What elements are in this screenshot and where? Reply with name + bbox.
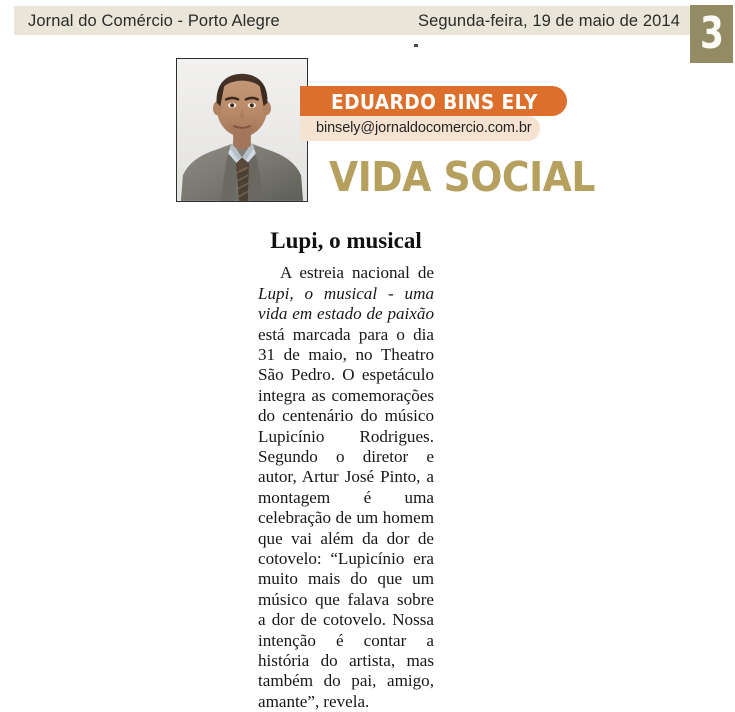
columnist-name-label: EDUARDO BINS ELY: [331, 90, 538, 114]
article-body: [258, 263, 434, 712]
article: [258, 228, 434, 712]
scan-artifact-speck: [414, 44, 418, 47]
columnist-name-banner: [300, 86, 567, 116]
article-body-italic-title: Lupi, o musical - uma vida em estado de paixão: [258, 283, 434, 324]
columnist-portrait-frame: [176, 58, 308, 202]
columnist-email-label[interactable]: binsely@jornaldocomercio.com.br: [316, 120, 532, 136]
page-number-badge: [690, 5, 733, 63]
columnist-email-band: [300, 116, 540, 141]
article-body-part-1: A estreia nacional de: [280, 263, 434, 283]
section-title: VIDA SOCIAL: [329, 153, 595, 201]
article-headline: Lupi, o musical: [270, 228, 422, 253]
columnist-portrait-image: [177, 59, 307, 201]
masthead-date: Segunda-feira, 19 de maio de 2014: [418, 12, 680, 30]
article-body-part-2: está marcada para o dia 31 de maio, no Theatro São Pedro. O espetáculo integra as comemorações do centenário do músico Lupicínio Rodrigues. Segundo o diretor e autor, Artur José Pinto, a montagem é uma celebração de um homem que vai além da dor de cotovelo: “Lupicínio era muito mais do que um músico que falava sobre a dor de cotovelo. Nossa intenção é contar a história do artista, mas também do pai, amigo, amante”, revela.: [258, 324, 434, 711]
page-number-label: 3: [699, 8, 724, 59]
masthead-paper-name: Jornal do Comércio - Porto Alegre: [28, 12, 280, 30]
